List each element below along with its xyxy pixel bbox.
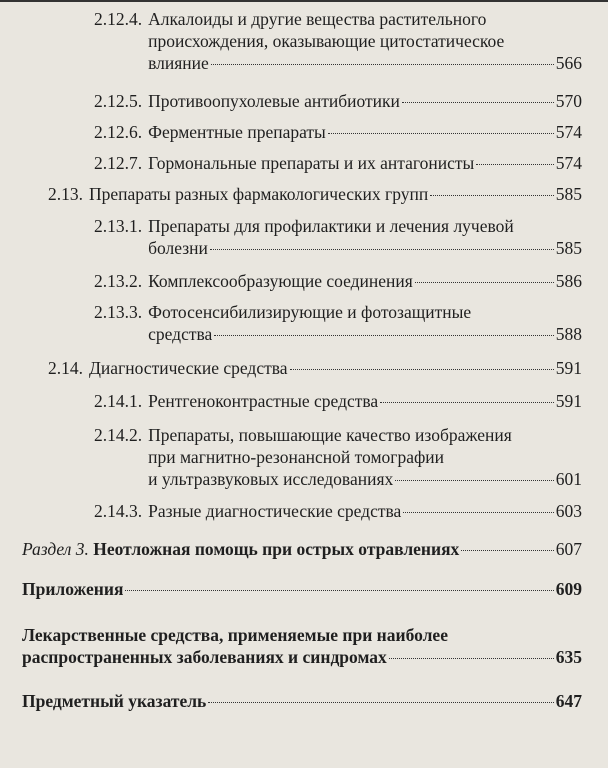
- page-number: 635: [555, 647, 582, 667]
- section-title: Неотложная помощь при острых отравлениях: [93, 539, 460, 559]
- entry-last-line: [22, 646, 582, 668]
- dot-leader: [328, 133, 554, 134]
- dot-leader: [402, 102, 554, 103]
- entry-title: [148, 90, 582, 112]
- entry-title-text: Диагностические средства: [89, 358, 288, 378]
- entry-title: [148, 424, 582, 490]
- section-prefix: Раздел 3.: [22, 539, 89, 559]
- entry-number: 2.13.3.: [94, 302, 143, 322]
- entry-title: [148, 301, 582, 345]
- page-number: 607: [555, 539, 582, 559]
- entry-title-line: Препараты, повышающие качество изображения: [148, 425, 512, 445]
- entry-title-text: Комплексообразующие соединения: [148, 271, 413, 291]
- dot-leader: [208, 702, 553, 703]
- entry-number: 2.12.6.: [94, 122, 143, 142]
- toc-entry-2-14-3[interactable]: [94, 500, 582, 522]
- entry-title-text: Ферментные препараты: [148, 122, 326, 142]
- toc-entry-2-13-3[interactable]: [94, 301, 582, 345]
- page-number: 585: [555, 184, 582, 204]
- entry-last-line: [148, 270, 582, 292]
- entry-title-text: Препараты разных фармакологических групп: [89, 184, 429, 204]
- entry-title: [148, 121, 582, 143]
- page-number: 609: [555, 579, 582, 599]
- entry-number: 2.14.3.: [94, 501, 143, 521]
- entry-number: 2.12.5.: [94, 91, 143, 111]
- entry-title-text: болезни: [148, 238, 208, 258]
- entry-number: 2.12.7.: [94, 153, 143, 173]
- entry-title: [148, 215, 582, 259]
- toc-entry-2-12-5[interactable]: [94, 90, 582, 112]
- page-number: 601: [555, 469, 582, 489]
- dot-leader: [290, 369, 554, 370]
- toc-entry-2-12-4[interactable]: [94, 8, 582, 74]
- dot-leader: [476, 164, 553, 165]
- entry-last-line: [89, 357, 582, 379]
- dot-leader: [461, 550, 553, 551]
- dot-leader: [403, 512, 553, 513]
- toc-entry-section-3[interactable]: [22, 538, 582, 560]
- toc-entry-2-13-2[interactable]: [94, 270, 582, 292]
- entry-last-line: [148, 500, 582, 522]
- entry-last-line: [22, 578, 582, 600]
- entry-number: 2.14.: [48, 358, 83, 378]
- page-number: 574: [555, 153, 582, 173]
- page-number: 566: [555, 53, 582, 73]
- dot-leader: [415, 282, 554, 283]
- page-number: 603: [555, 501, 582, 521]
- entry-number: 2.14.2.: [94, 425, 143, 445]
- entry-title-line: Фотосенсибилизирующие и фотозащитные: [148, 302, 472, 322]
- entry-title: [148, 500, 582, 522]
- toc-entry-2-14[interactable]: [48, 357, 582, 379]
- entry-title: [89, 183, 582, 205]
- entry-last-line: [148, 152, 582, 174]
- toc-entry-common-drugs[interactable]: [22, 624, 582, 668]
- page-number: 588: [555, 324, 582, 344]
- page-number: 585: [555, 238, 582, 258]
- entry-title-text: средства: [148, 324, 213, 344]
- page-number: 591: [555, 358, 582, 378]
- entry-last-line: [22, 690, 582, 712]
- entry-title: [148, 390, 582, 412]
- page-number: 586: [555, 271, 582, 291]
- entry-title-text: Приложения: [22, 579, 124, 599]
- top-rule: [0, 0, 608, 2]
- dot-leader: [125, 590, 553, 591]
- entry-title-text: влияние: [148, 53, 209, 73]
- toc-entry-2-14-2[interactable]: [94, 424, 582, 490]
- entry-number: 2.13.1.: [94, 216, 143, 236]
- dot-leader: [395, 480, 553, 481]
- toc-entry-appendix[interactable]: [22, 578, 582, 600]
- entry-number: 2.14.1.: [94, 391, 143, 411]
- entry-title-text: [22, 538, 459, 560]
- entry-last-line: [148, 390, 582, 412]
- entry-last-line: [148, 52, 582, 74]
- page-number: 591: [555, 391, 582, 411]
- toc-entry-2-13[interactable]: [48, 183, 582, 205]
- toc-entry-2-14-1[interactable]: [94, 390, 582, 412]
- dot-leader: [211, 64, 554, 65]
- entry-title: [148, 8, 582, 74]
- dot-leader: [210, 249, 554, 250]
- entry-title: [148, 270, 582, 292]
- entry-title-text: распространенных заболеваниях и синдромах: [22, 647, 387, 667]
- entry-number: 2.13.2.: [94, 271, 143, 291]
- entry-title-line: Алкалоиды и другие вещества растительного: [148, 9, 487, 29]
- entry-last-line: [148, 90, 582, 112]
- entry-last-line: [148, 121, 582, 143]
- entry-title-text: Рентгеноконтрастные средства: [148, 391, 379, 411]
- entry-title-line: при магнитно-резонансной томографии: [148, 447, 445, 467]
- toc-entry-subject-index[interactable]: [22, 690, 582, 712]
- page-number: 647: [555, 691, 582, 711]
- dot-leader: [430, 195, 554, 196]
- dot-leader: [214, 335, 553, 336]
- entry-title-text: Противоопухолевые антибиотики: [148, 91, 400, 111]
- entry-last-line: [148, 237, 582, 259]
- entry-title-line: происхождения, оказывающие цитостатическое: [148, 31, 505, 51]
- entry-last-line: [89, 183, 582, 205]
- dot-leader: [380, 402, 554, 403]
- entry-number: 2.13.: [48, 184, 83, 204]
- entry-title-text: и ультразвуковых исследованиях: [148, 469, 394, 489]
- toc-entry-2-12-7[interactable]: [94, 152, 582, 174]
- dot-leader: [389, 658, 554, 659]
- page-number: 574: [555, 122, 582, 142]
- entry-last-line: [22, 538, 582, 560]
- entry-title: [148, 152, 582, 174]
- entry-title-text: Гормональные препараты и их антагонисты: [148, 153, 475, 173]
- entry-title: [89, 357, 582, 379]
- entry-number: 2.12.4.: [94, 9, 143, 29]
- entry-last-line: [148, 468, 582, 490]
- toc-entry-2-13-1[interactable]: [94, 215, 582, 259]
- entry-title-line: Лекарственные средства, применяемые при наиболее: [22, 625, 448, 645]
- entry-title-line: Препараты для профилактики и лечения лучевой: [148, 216, 514, 236]
- page-number: 570: [555, 91, 582, 111]
- toc-entry-2-12-6[interactable]: [94, 121, 582, 143]
- entry-title-text: Разные диагностические средства: [148, 501, 402, 521]
- entry-title-text: Предметный указатель: [22, 691, 207, 711]
- entry-last-line: [148, 323, 582, 345]
